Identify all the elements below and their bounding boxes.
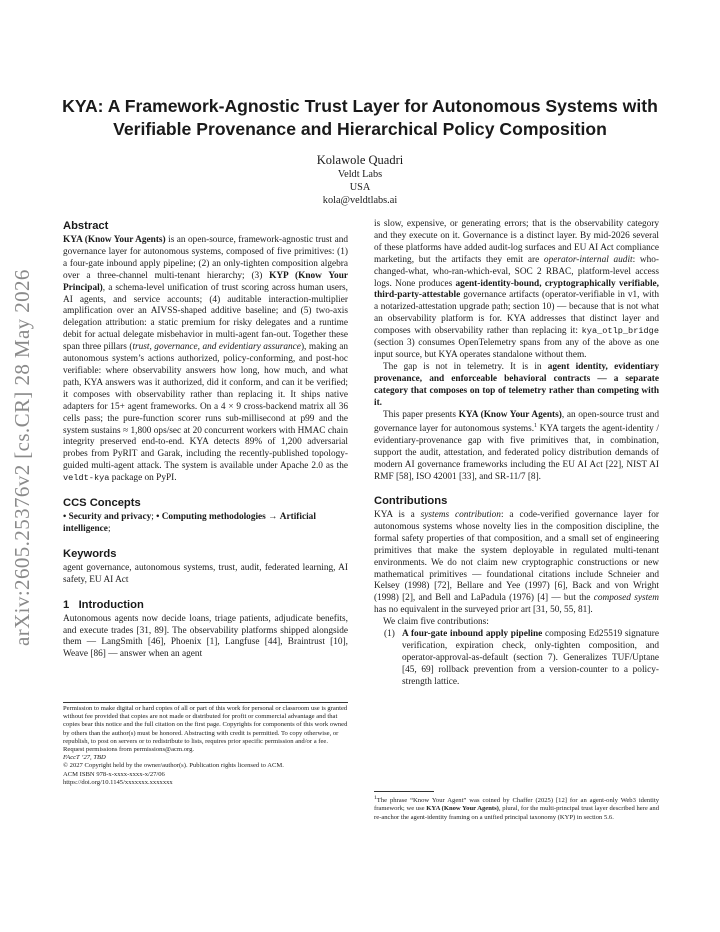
p1-italic: operator-internal audit — [543, 254, 633, 265]
author-affiliation: Veldt Labs — [337, 169, 383, 180]
abstract-part-3: ), making an autonomous system’s actions authorized, policy-conforming, and post-hoc verifiable: where observability answers how long, how much, and what path, KYA answers was it authorized, did it conform, and can it be verified; it composes with observability rather than replacing it. It ships native adapters for 15+ agent frameworks. On a 4 × 9 cross-backend matrix all 36 cells pass; the pure-function scorer runs sub-millisecond at p99 and the system sustains ≈ 1,800 ops/sec at 20 concurrent workers with HMAC chain integrity preserved end-to-end. KYA detects 89% of 1,200 adversarial probes from PyRIT and Garak, including the recently-published topology-guided multi-agent attack. The system is available under Apache 2.0 as the — [63, 342, 349, 472]
abstract-part-4: package on PyPI. — [109, 473, 177, 484]
p1-bold: agent-identity-bound, cryptographically verifiable, third-party-attestable — [374, 278, 659, 301]
paper-title: KYA: A Framework-Agnostic Trust Layer for Autonomous Systems with Verifiable Provenance and Hierarchical Policy Composition — [62, 96, 658, 139]
left-column — [63, 219, 348, 661]
abstract-package: veldt-kya — [63, 473, 110, 484]
footnote-block — [374, 791, 659, 822]
footnote-1-bold: KYA (Know Your Agents) — [426, 805, 499, 813]
footnote-1-part-b: , plural, for the multi-principal trust layer described here and re-anchor the agent-identity framing on a unified principal taxonomy (KYP) in section 5.6. — [374, 805, 659, 821]
c1-part-c: has no equivalent in the surveyed prior art [31, 50, 55, 81]. — [374, 605, 593, 616]
c1-part-b: : a code-verified governance layer for autonomous systems whose novelty lies in the composition discipline, the formal safety properties of that composition, and a small set of engineering primitives that make the system deployable in regulated multi-tenant environments. We do not claim new cryptographic constructions or new mathematical primitives — foundational citations include Schneier and Kelsey (1998) [72], Bellare and Yee (1997) [6], Back and von Wright (1998) [2], and Bell and LaPadula (1976) [4] — but the — [374, 510, 659, 604]
c1-italic-2: composed system — [593, 593, 659, 604]
c1-italic: systems contribution — [420, 510, 501, 521]
arxiv-identifier-stamp: arXiv:2605.25376v2 [cs.CR] 28 May 2026 — [10, 269, 34, 646]
ccs-text — [63, 512, 348, 536]
intro-text: Autonomous agents now decide loans, triage patients, adjudicate benefits, and execute trades [31, 89]. The observability platforms shipped alongside them — LangSmith [46], Phoenix [1], Langfuse [44], Braintrust [10], Weave [86] — answer when an agent — [63, 613, 348, 660]
abstract-text — [63, 235, 348, 485]
intro-heading-number: 1 — [63, 598, 70, 611]
abstract-part-2: , a schema-level unification of trust scoring across human users, AI agents, and service accounts; (4) auditable interaction-multiplier amplification over an AIVSS-shaped additive baseline; and (5) two-axis delegation attribution: a static premium for risky delegates and a runtime debit for actual delegate misbehavior in multi-agent fan-out. Together these span three pillars ( — [63, 282, 348, 353]
p2-part-a: The gap is not in telemetry. It is in — [383, 361, 548, 372]
permission-rule — [63, 702, 348, 703]
item-1-text — [402, 629, 659, 689]
author-email: kola@veldtlabs.ai — [322, 195, 398, 206]
copyright: © 2027 Copyright held by the owner/author(s). Publication rights licensed to ACM. — [63, 762, 284, 770]
keywords-heading: Keywords — [63, 547, 117, 560]
contributions-paragraph — [374, 510, 659, 617]
footnote-rule — [374, 791, 434, 792]
right-column — [374, 219, 659, 689]
keywords-text: agent governance, autonomous systems, trust, audit, federated learning, AI safety, EU AI Act — [63, 562, 348, 585]
author-block — [0, 152, 720, 207]
intro-heading-text: Introduction — [78, 598, 144, 611]
ccs-ai: Artificial intelligence — [63, 512, 316, 534]
contribution-item-1 — [374, 629, 659, 689]
item-1-number: (1) — [384, 629, 395, 640]
abstract-lead: KYA (Know Your Agents) — [63, 235, 166, 245]
footnote-1-marker: 1 — [374, 795, 377, 801]
abstract-heading: Abstract — [63, 220, 109, 232]
abstract-pillars: trust, governance, and evidentiary assurance — [132, 342, 301, 353]
ccs-computing: • Computing methodologies — [156, 512, 266, 523]
author-name: Kolawole Quadri — [316, 153, 404, 167]
abstract-part-1: is an open-source, framework-agnostic trust and governance layer for autonomous systems, composed of five primitives: (1) a four-gate inbound apply pipeline; (2) an only-tighten composition algebra over a three-channel multi-tenant hierarchy; (3) — [63, 235, 348, 281]
p1-code: kya_otlp_bridge — [581, 326, 659, 337]
right-paragraph-1 — [374, 219, 659, 362]
p1-part-a: is slow, expensive, or generating errors; that is the observability category and they execute on it. Governance is a distinct layer. By mid-2026 several of these platforms have added audit-log surfaces and EU AI Act compliance marketing, but the artifacts they emit are — [374, 219, 659, 265]
item-1-body: composing Ed25519 signature verification, expiration check, only-tighten composition, and operator-approval-as-default (section 7). Generalizes TUF/Uptane [45, 69] rollback prevention from a version-counter to a policy-strength lattice. — [402, 629, 659, 687]
ccs-heading: CCS Concepts — [63, 497, 141, 510]
intro-heading — [63, 598, 348, 612]
p1-part-c: governance artifacts (operator-verifiable in v1, with a notarized-attestation upgrade path; section 10) — because that is not what an observability platform is for. KYA addresses that distinct layer and composes with observability rather than replacing it: — [374, 290, 659, 337]
contributions-heading: Contributions — [374, 495, 448, 508]
ccs-arrow: → — [265, 512, 280, 523]
ccs-sep-3: ; — [107, 523, 111, 534]
permission-text: Permission to make digital or hard copies of all or part of this work for personal or classroom use is granted without fee provided that copies are not made or distributed for profit or commercial advantage and that copies bear this notice and the full citation on the first page. Copyrights for components of this work owned by others than the author(s) must be honored. Abstracting with credit is permitted. To copy otherwise, or republish, to post on servers or to redistribute to lists, requires prior specific permission and/or a fee. Request permissions from permissions@acm.org. — [63, 705, 348, 754]
p3-part-c: KYA targets the agent-identity / evidentiary-provenance gap with five primitives that, in combination, support the audit, attestation, and federated policy distribution demands of modern AI governance frameworks including the EU AI Act [22], NIST AI RMF [58], ISO 42001 [33], and SR-11/7 [8]. — [374, 424, 659, 483]
right-paragraph-2 — [374, 362, 659, 410]
p3-part-b: , an open-source trust and governance layer for autonomous systems. — [374, 409, 659, 435]
abstract-kyp: KYP (Know Your Principal) — [63, 270, 349, 293]
p2-bold: agent identity, evidentiary provenance, and enforceable behavioral contracts — a separate category that composes on top of telemetry rather than competing with it. — [374, 361, 659, 408]
p1-part-d: (section 3) consumes OpenTelemetry spans from any of the above as one input source, but KYA operates standalone without them. — [374, 338, 659, 360]
right-paragraph-3 — [374, 410, 659, 485]
p1-part-b: : who-changed-what, who-ran-which-eval, SOC 2 RBAC, platform-level access logs. None produces — [374, 254, 660, 289]
footnote-1 — [374, 794, 659, 822]
doi: https://doi.org/10.1145/xxxxxxx.xxxxxxx — [63, 778, 173, 786]
venue: FAccT ’27, TBD — [63, 754, 106, 762]
p3-bold: KYA (Know Your Agents) — [458, 409, 562, 420]
c1-part-a: KYA is a — [374, 510, 421, 521]
footnote-1-part-a: The phrase “Know Your Agent” was coined by Chaffer (2025) [12] for an agent-only Web3 identity framework; we use — [374, 797, 659, 813]
ccs-security: • Security and privacy — [63, 512, 152, 523]
claim-line: We claim five contributions: — [383, 617, 489, 628]
author-country: USA — [349, 182, 371, 193]
p3-part-a: This paper presents — [383, 409, 459, 420]
permission-block — [63, 702, 348, 787]
item-1-bold: A four-gate inbound apply pipeline — [402, 629, 543, 640]
isbn: ACM ISBN 978-x-xxxx-xxxx-x/27/06 — [63, 770, 165, 778]
footnote-marker: 1 — [534, 423, 538, 430]
ccs-sep-1: ; — [151, 512, 157, 523]
